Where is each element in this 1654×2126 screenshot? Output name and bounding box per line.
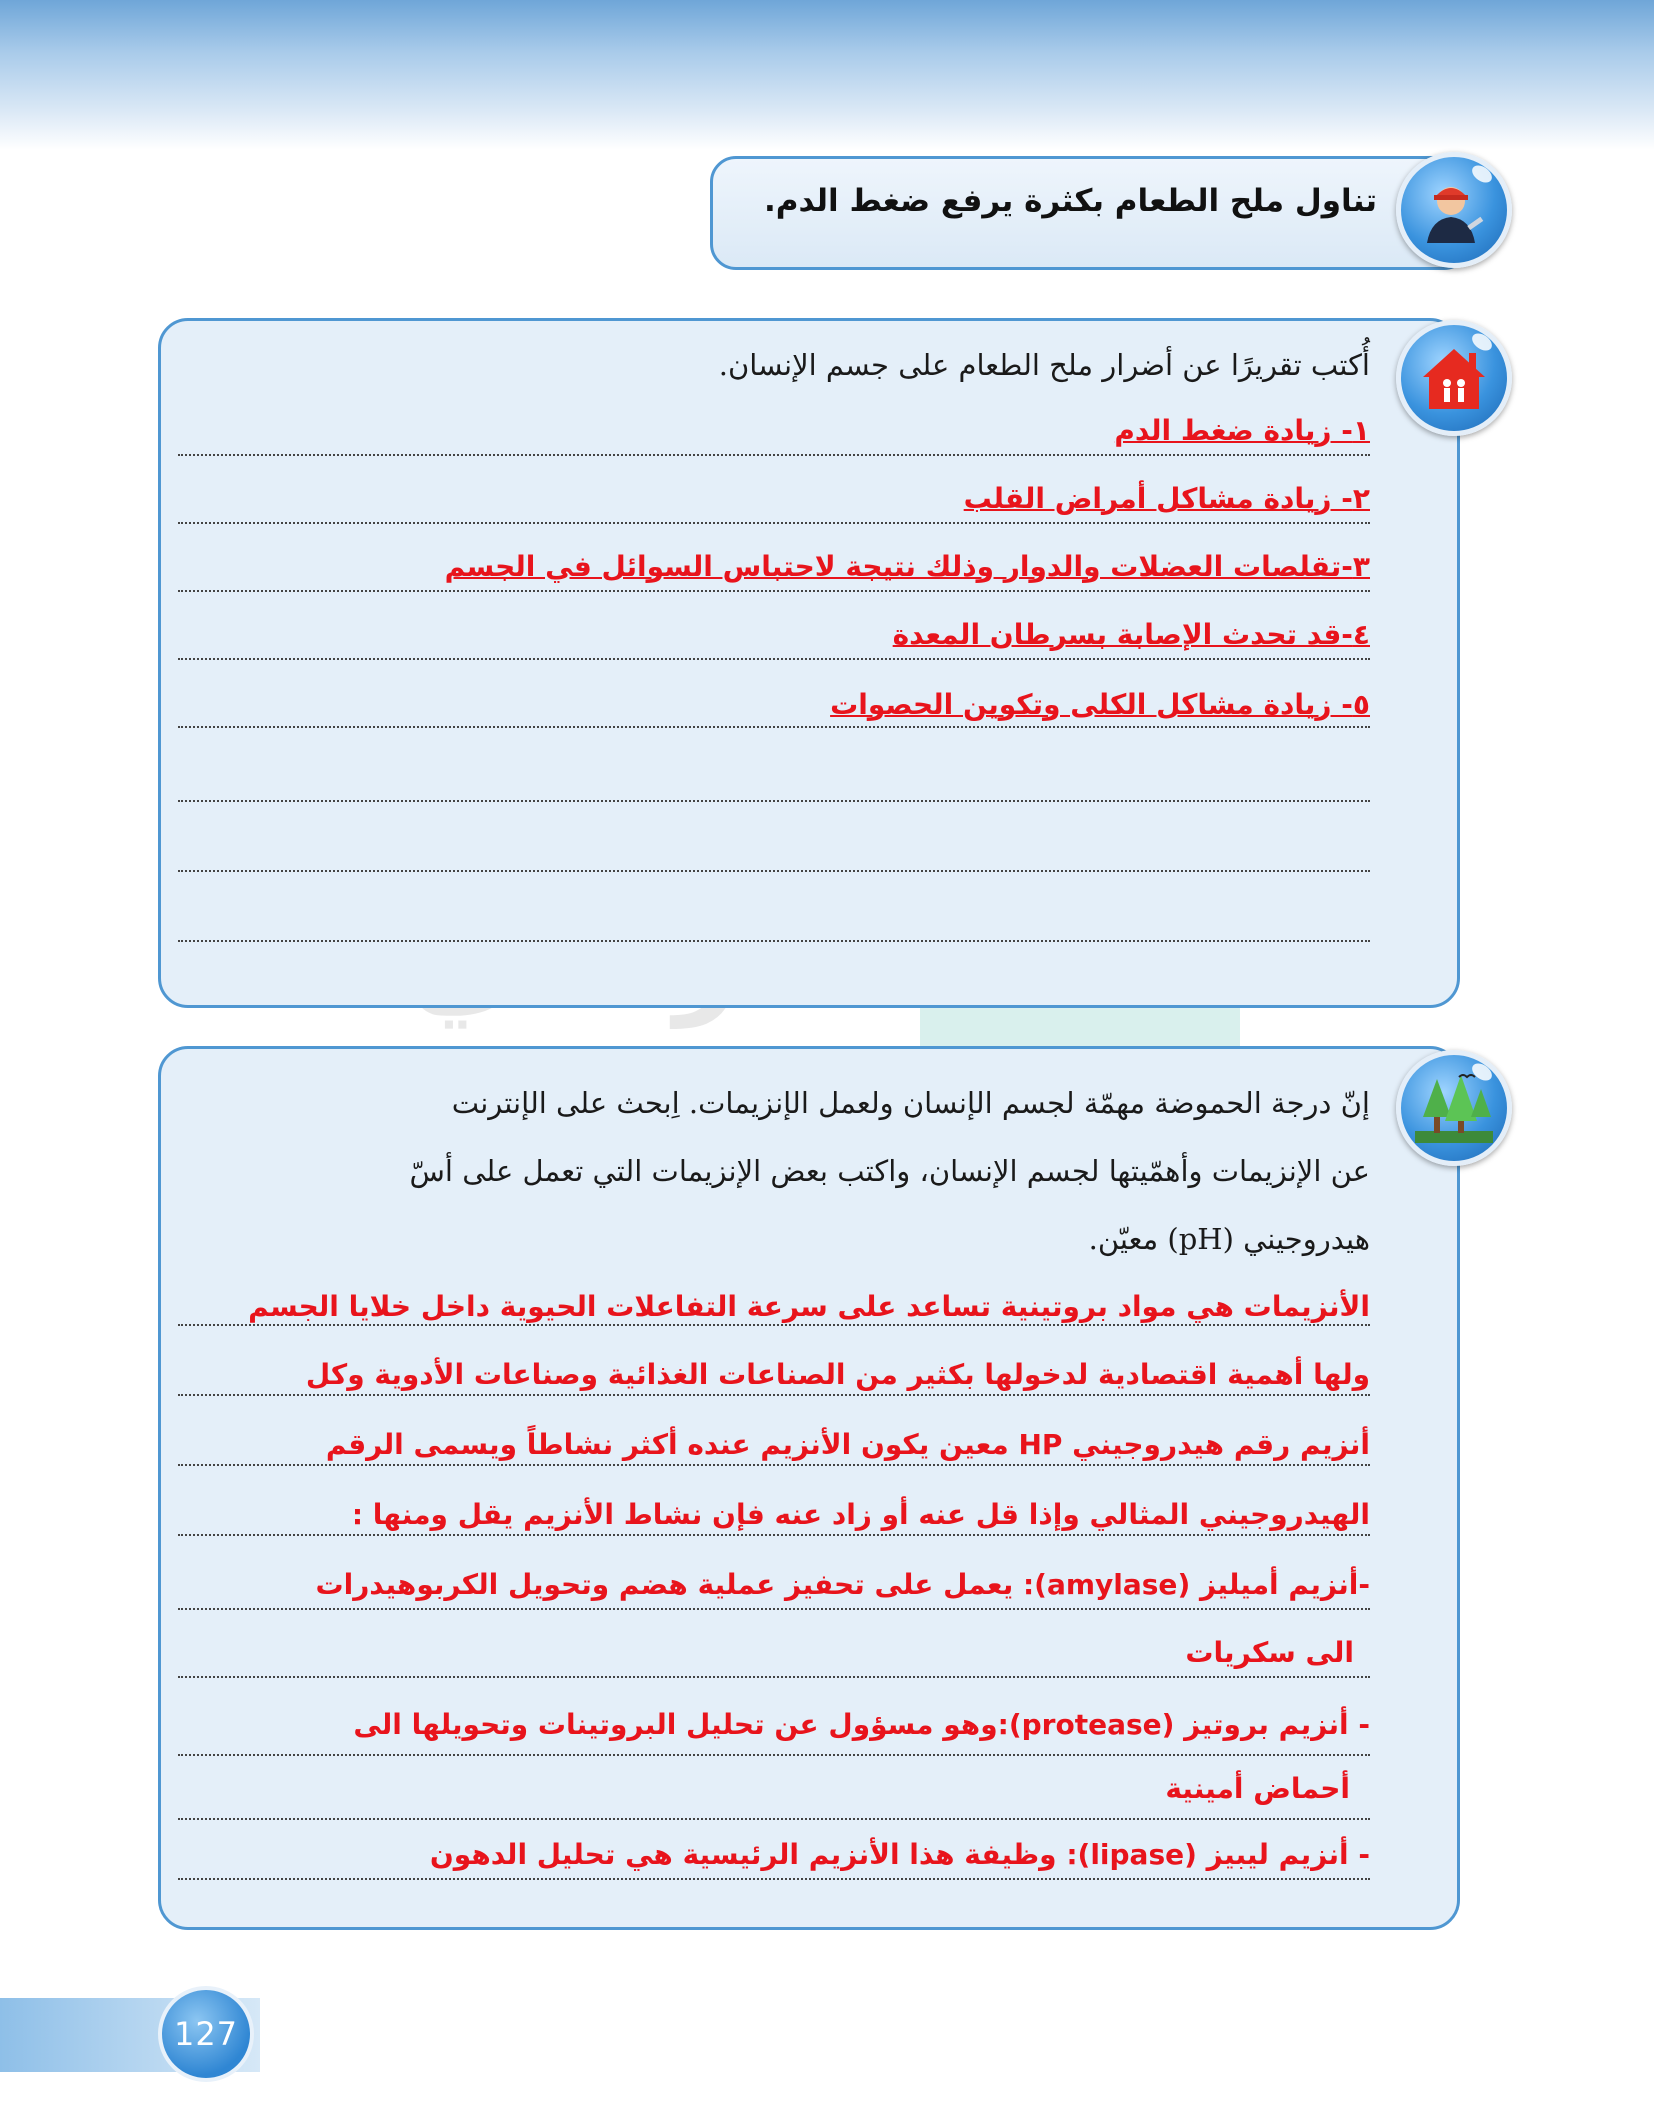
report-answer-2: ٢- زيادة مشاكل أمراض القلب (963, 482, 1370, 515)
enzymes-answer-3: أنزيم رقم هيدروجيني HP معين يكون الأنزيم عنده أكثر نشاطاً ويسمى الرقم (325, 1428, 1370, 1461)
report-answer-3: ٣-تقلصات العضلات والدوار وذلك نتيجة لاحتباس السوائل في الجسم (444, 550, 1370, 583)
enzymes-answer-5: -أنزيم أميليز (amylase): يعمل على تحفيز عملية هضم وتحويل الكربوهيدرات (315, 1568, 1370, 1601)
fact-banner (710, 156, 1470, 270)
report-answer-4: ٤-قد تحدث الإصابة بسرطان المعدة (892, 618, 1370, 651)
enzymes-prompt-line-3: هيدروجيني (pH) معيّن. (1088, 1222, 1370, 1256)
worker-icon (1396, 152, 1512, 268)
report-prompt: أُكتب تقريرًا عن أضرار ملح الطعام على جسم الإنسان. (718, 348, 1370, 382)
enzymes-answer-7: - أنزيم بروتيز (protease):وهو مسؤول عن تحليل البروتينات وتحويلها الى (353, 1708, 1370, 1741)
enzymes-prompt-line-2: عن الإنزيمات وأهمّيتها لجسم الإنسان، واكتب بعض الإنزيمات التي تعمل على أسّ (409, 1154, 1370, 1188)
banner-text: تناول ملح الطعام بكثرة يرفع ضغط الدم. (764, 183, 1377, 219)
top-gradient-band (0, 0, 1654, 150)
enzymes-answer-1: الأنزيمات هي مواد بروتينية تساعد على سرعة التفاعلات الحيوية داخل خلايا الجسم (248, 1290, 1370, 1323)
report-answer-1: ١- زيادة ضغط الدم (1114, 414, 1370, 447)
enzymes-answer-6: الى سكريات (1185, 1636, 1354, 1669)
report-answer-5: ٥- زيادة مشاكل الكلى وتكوين الحصوات (830, 688, 1370, 721)
trees-icon (1396, 1050, 1512, 1166)
enzymes-answer-8: أحماض أمينية (1165, 1772, 1350, 1805)
report-answer-lines (178, 390, 1370, 950)
enzymes-answer-4: الهيدروجيني المثالي وإذا قل عنه أو زاد عنه فإن نشاط الأنزيم يقل ومنها : (351, 1498, 1370, 1531)
page-number: 127 (158, 1986, 254, 2082)
enzymes-answer-2: ولها أهمية اقتصادية لدخولها بكثير من الصناعات الغذائية وصناعات الأدوية وكل (305, 1358, 1370, 1391)
enzymes-prompt-line-1: إنّ درجة الحموضة مهمّة لجسم الإنسان ولعمل الإنزيمات. اِبحث على الإنترنت (451, 1086, 1370, 1120)
enzymes-answer-9: - أنزيم ليبيز (lipase): وظيفة هذا الأنزيم الرئيسية هي تحليل الدهون (429, 1838, 1370, 1871)
house-family-icon (1396, 320, 1512, 436)
